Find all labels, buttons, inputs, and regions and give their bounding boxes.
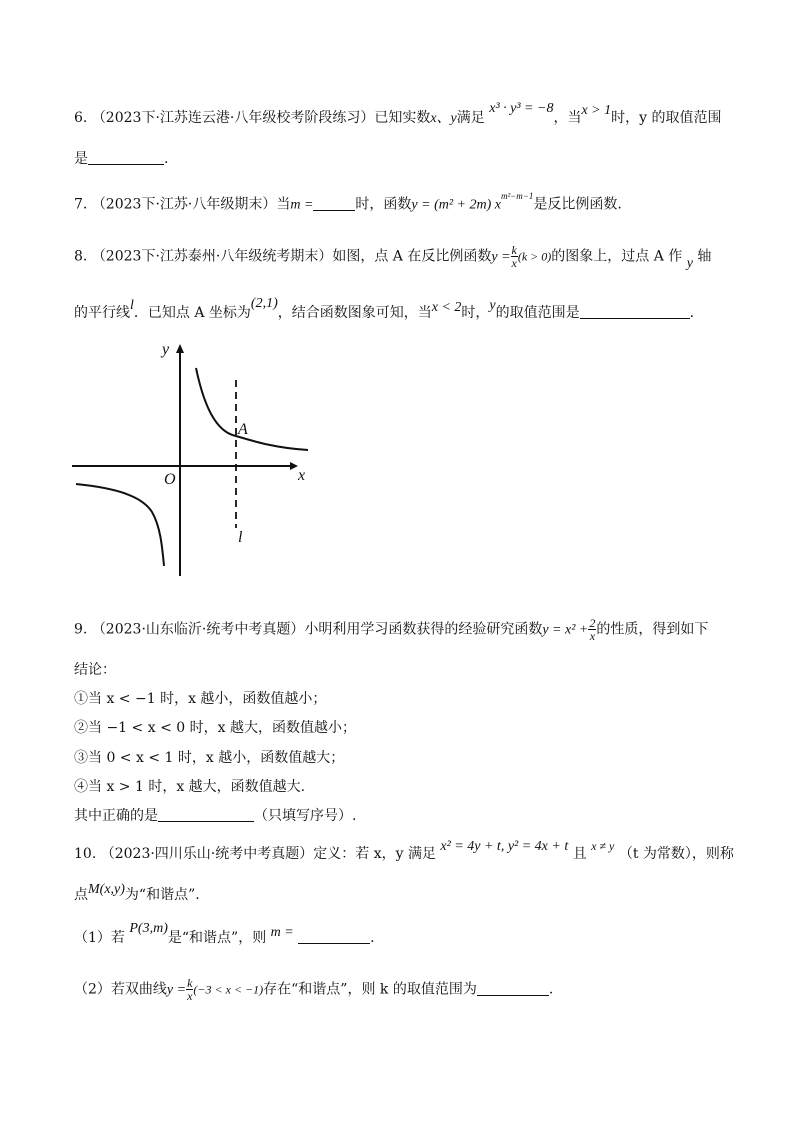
q10-p1-point: P(3,m) (129, 921, 168, 936)
q8-fraction (511, 244, 518, 269)
q8-line1 (74, 244, 711, 269)
q8-line2-e: 的取值范围是 (495, 305, 580, 321)
q7-number: 7. (74, 196, 88, 213)
x-axis-label: x (298, 467, 306, 484)
q8-tail2: 轴 (697, 248, 712, 265)
q10-line2 (74, 882, 200, 906)
q9-frac-num: 2 (589, 616, 596, 630)
q9-tail: 的性质，得到如下 (596, 621, 709, 638)
q9-conclusion-3: ③当 0 < x < 1 时，x 越小，函数值越大； (74, 750, 345, 766)
q10-p2-func-pre: y = (166, 982, 187, 998)
q6-vars: x、y (430, 111, 457, 126)
q8-axis: y (686, 255, 693, 271)
q9-conclusion-1: ①当 x < −1 时，x 越小，函数值越小； (74, 691, 327, 707)
y-axis-label: y (162, 341, 170, 358)
q10-p2-frac-num: k (187, 976, 193, 990)
q10-equations: x² = 4y + t, y² = 4x + t (440, 839, 569, 854)
origin-label: O (164, 471, 176, 488)
q6-line1 (74, 101, 722, 129)
q8-coord: (2,1) (250, 296, 278, 311)
q9-func-pre: y = x² + (542, 622, 589, 638)
q7-source: （2023下·江苏·八年级期末）当 (91, 196, 291, 213)
q8-tail1: 的图象上，过点 A 作 (551, 248, 683, 265)
x-axis-arrow (290, 462, 298, 470)
q9-ask-text: 其中正确的是 (74, 808, 158, 824)
q10-part1: （1）若 P(3,m)是“和谐点”，则 m = . (74, 921, 375, 946)
q8-answer-blank[interactable] (580, 304, 690, 319)
q6-range: x > 1 (581, 103, 612, 118)
q9-ask-tail: （只填写序号）. (254, 808, 357, 824)
q7-mid: 时，函数 (355, 196, 412, 213)
q10-number: 10. (74, 846, 97, 862)
q8-cond: x < 2 (431, 300, 462, 315)
q10-source: （2023·四川乐山·统考中考真题）定义：若 x，y 满足 (100, 846, 436, 862)
q9-source: （2023·山东临沂·统考中考真题）小明利用学习函数获得的经验研究函数 (91, 621, 543, 638)
q6-line2: 是 . (74, 151, 169, 167)
q9-conclusion-4: ④当 x > 1 时，x 越大，函数值越大. (74, 779, 306, 795)
q7-answer-blank[interactable] (313, 196, 355, 211)
q6-answer-blank[interactable] (88, 150, 164, 165)
q8-l: l (130, 298, 134, 313)
q7-function: y = (m² + 2m) x (411, 197, 501, 213)
q10-p1-b: 是“和谐点”，则 (167, 930, 267, 946)
q6-source: （2023下·江苏连云港·八年级校考阶段练习）已知实数 (91, 110, 431, 126)
q9-conclusion-label: 结论： (74, 662, 116, 678)
q10-tail: （t 为常数），则称 (618, 846, 734, 862)
q8-line2: 的平行线l．已知点 A 坐标为(2,1)，结合函数图象可知，当x < 2时，y的取值范围是 . (74, 296, 695, 321)
hyperbola-branch-left (76, 484, 164, 566)
point-a-label: A (238, 421, 248, 438)
q8-number: 8. (74, 248, 88, 265)
q6-number: 6. (74, 110, 88, 126)
q8-line2-c: ，结合函数图象可知，当 (277, 305, 432, 321)
q10-p2-range: (−3 < x < −1) (193, 982, 264, 997)
q10-p2-answer-blank[interactable] (477, 981, 549, 996)
q10-p2-b: 存在“和谐点”，则 k 的取值范围为 (263, 981, 477, 998)
q9-ask (74, 806, 356, 826)
q8-line2-a: 的平行线 (74, 305, 130, 321)
q10-and: 且 (572, 846, 587, 862)
q10-line2-a: 点 (74, 887, 88, 903)
q8-frac-den: x (511, 256, 517, 270)
q10-point-m: M(x,y) (88, 882, 125, 897)
q10-line1 (74, 839, 734, 865)
q10-neq: x ≠ y (591, 839, 615, 853)
q6-cond-pre: 满足 (456, 110, 485, 126)
q6-condition: x³ · y³ = −8 (489, 101, 554, 116)
q8-func-cond: (k > 0) (517, 249, 552, 264)
q7-line (74, 190, 622, 216)
q6-tail: 时，y 的取值范围 (611, 110, 722, 126)
q10-line2-b: 为“和谐点”. (124, 887, 200, 903)
q9-answer-blank[interactable] (158, 807, 254, 822)
q8-graph (66, 336, 326, 586)
q9-number: 9. (74, 621, 88, 638)
q8-func-pre: y = (491, 249, 511, 265)
q6-mid: ，当 (553, 110, 582, 126)
q10-p1-a: （1）若 (74, 930, 125, 946)
q8-line2-b: ．已知点 A 坐标为 (133, 305, 251, 321)
y-axis-arrow (176, 344, 184, 353)
q9-conclusion-2: ②当 −1 < x < 0 时，x 越大，函数值越小； (74, 720, 356, 736)
q10-p1-answer-blank[interactable] (298, 929, 370, 944)
q9-line1 (74, 617, 708, 642)
q8-line2-d: 时， (461, 305, 490, 321)
q9-frac-den: x (589, 629, 596, 643)
q8-y: y (489, 298, 496, 313)
q10-p2-frac-den: x (187, 989, 193, 1003)
q7-tail: 是反比例函数. (533, 196, 622, 213)
q8-frac-num: k (511, 243, 517, 257)
q7-m: m = (290, 197, 314, 213)
q10-p2-a: （2）若双曲线 (74, 981, 167, 998)
q10-p1-m: m = (270, 925, 294, 940)
q7-exponent: m²−m−1 (500, 191, 534, 201)
q8-source: （2023下·江苏泰州·八年级统考期末）如图，点 A 在反比例函数 (91, 248, 492, 265)
line-l-label: l (238, 529, 243, 546)
hyperbola-branch-right (196, 368, 308, 450)
q10-part2: （2）若双曲线y = $\frac{k}{x}$ (−3 < x < −1)存在“和谐点”，则 k 的取值范围为 . (74, 976, 554, 1003)
q6-line2-text: 是 (74, 151, 88, 167)
